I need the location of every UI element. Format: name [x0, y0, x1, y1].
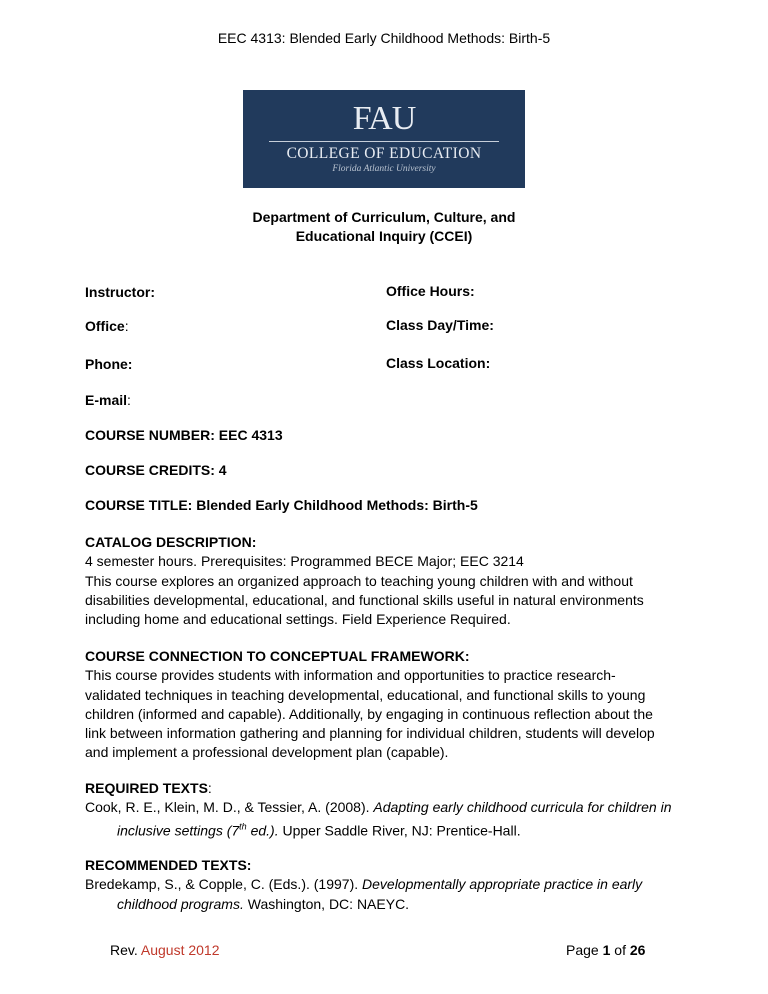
phone-label: Phone:	[85, 356, 133, 372]
class-day-time-label: Class Day/Time:	[386, 317, 494, 333]
office-hours-label: Office Hours:	[386, 283, 475, 299]
logo-rule	[269, 141, 499, 142]
email-label: E-mail:	[85, 392, 131, 408]
required-heading: REQUIRED TEXTS:	[85, 780, 212, 796]
conceptual-framework: COURSE CONNECTION TO CONCEPTUAL FRAMEWORK: This course provides students with information and opportunities to practice research- validated techniques in teaching developmental, educational, and functional skills to young children (informed and capable). Additionally, by engaging in continuous reflection about the link between information gathering and planning for individual children, students will develop and implement a professional development plan (capable).	[85, 647, 685, 763]
logo-university: Florida Atlantic University	[332, 164, 436, 174]
office-label: Office:	[85, 318, 129, 334]
instructor-label: Instructor:	[85, 284, 155, 300]
catalog-heading: CATALOG DESCRIPTION:	[85, 534, 257, 550]
recommended-citation: Bredekamp, S., & Copple, C. (Eds.). (1997). Developmentally appropriate practice in early childhood programs. Washington, DC: NAEYC.	[85, 876, 643, 912]
connection-heading: COURSE CONNECTION TO CONCEPTUAL FRAMEWORK:	[85, 648, 470, 664]
required-texts	[85, 779, 685, 841]
recommended-texts	[85, 856, 685, 914]
class-location-label: Class Location:	[386, 355, 491, 371]
revision-date: Rev. August 2012	[110, 942, 220, 958]
course-credits: COURSE CREDITS: 4	[85, 462, 227, 478]
catalog-description: CATALOG DESCRIPTION: 4 semester hours. Prerequisites: Programmed BECE Major; EEC 3214 This course explores an organized approach to teaching young children with and without disabilities developmental, educational, and functional skills useful in natural environments including home and educational settings. Field Experience Required.	[85, 533, 685, 629]
department-title: Department of Curriculum, Culture, and Educational Inquiry (CCEI)	[252, 209, 516, 244]
course-number: COURSE NUMBER: EEC 4313	[85, 427, 283, 443]
recommended-heading: RECOMMENDED TEXTS:	[85, 857, 252, 873]
logo-mark: FAU	[352, 100, 416, 137]
logo-college: COLLEGE OF EDUCATION	[243, 145, 525, 163]
fau-college-logo	[243, 90, 525, 188]
page-header: EEC 4313: Blended Early Childhood Methods: Birth-5	[217, 30, 551, 46]
course-title: COURSE TITLE: Blended Early Childhood Methods: Birth-5	[85, 497, 478, 513]
required-citation: Cook, R. E., Klein, M. D., & Tessier, A. (2008). Adapting early childhood curricula for children in inclusive settings (7th ed.). Upper Saddle River, NJ: Prentice-Hall.	[85, 799, 672, 839]
page-number: Page 1 of 26	[566, 942, 646, 958]
